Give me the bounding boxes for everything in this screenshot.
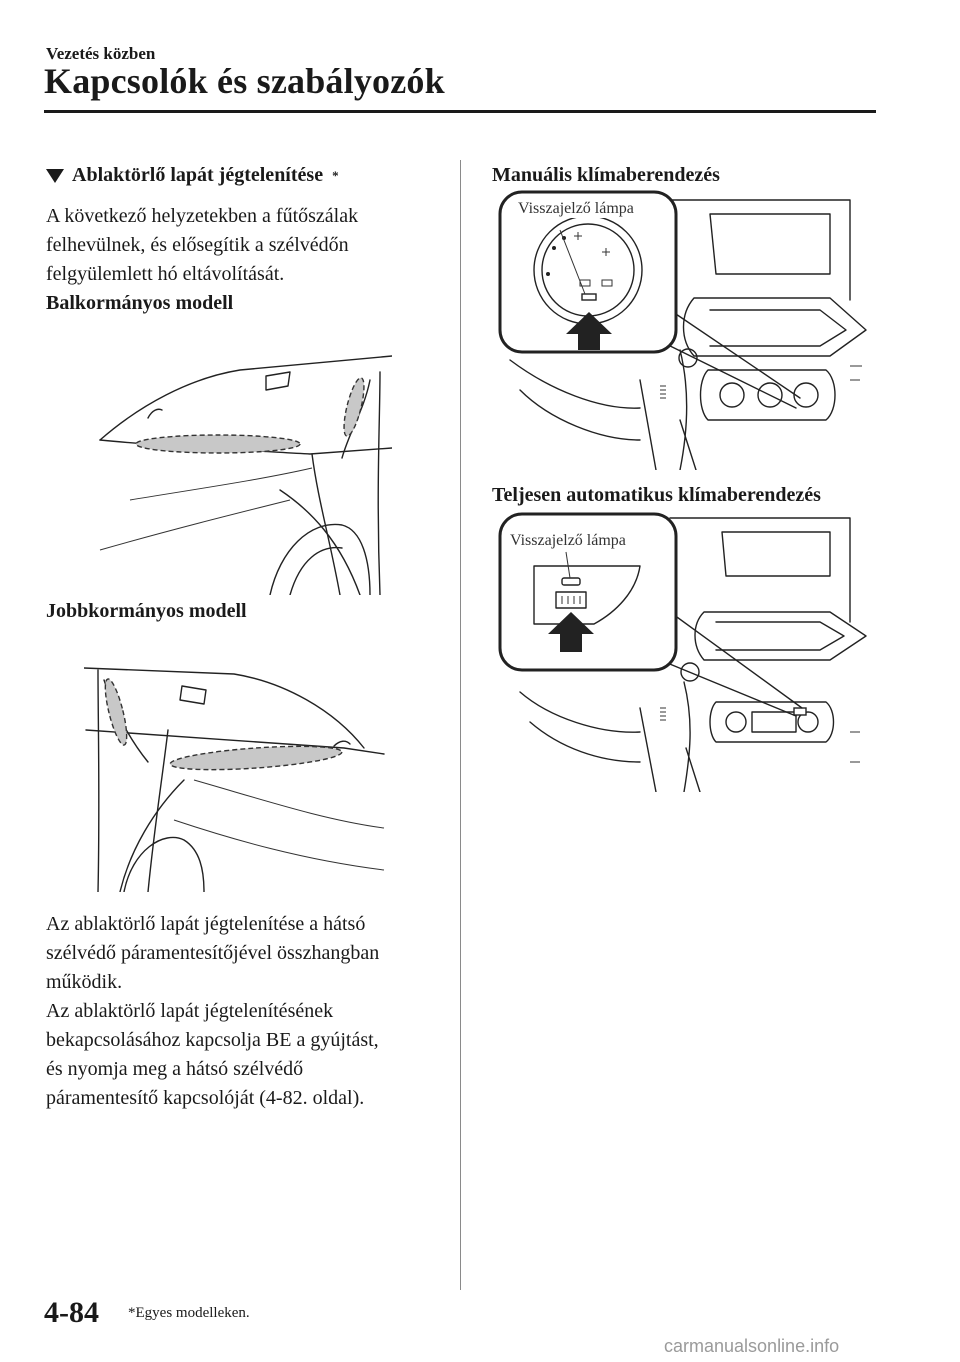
section-label: Vezetés közben (46, 44, 156, 63)
intro-line: A következő helyzetekben a fűtőszálak (46, 205, 359, 227)
page-number: 4-84 (44, 1296, 99, 1329)
column-divider (460, 160, 461, 1290)
auto-climate-label: Teljesen automatikus klímaberendezés (492, 484, 821, 506)
auto-indicator-callout: Visszajelző lámpa (510, 532, 626, 549)
section-heading (46, 164, 339, 187)
body-line: Az ablaktörlő lapát jégtelenítése a hátsó (46, 913, 366, 935)
lhd-label: Balkormányos modell (46, 292, 234, 314)
rhd-front-heated-zone (170, 742, 343, 774)
intro-line: felhevülnek, és elősegítik a szélvédőn (46, 234, 349, 256)
body-line: páramentesítő kapcsolóját (4-82. oldal). (46, 1087, 365, 1109)
page-title: Kapcsolók és szabályozók (44, 61, 445, 101)
triangle-marker-icon (46, 169, 64, 183)
title-rule (44, 110, 876, 113)
manual-climate-label: Manuális klímaberendezés (492, 164, 720, 186)
rhd-side-heated-zone (101, 677, 131, 746)
lhd-side-heated-zone (340, 376, 368, 438)
lhd-windshield-illustration (80, 350, 392, 595)
body-paragraph (46, 910, 450, 1113)
watermark: carmanualsonline.info (664, 1336, 840, 1356)
manual-climate-illustration (490, 190, 870, 470)
intro-line: felgyülemlett hó eltávolítását. (46, 263, 285, 285)
body-line: és nyomja meg a hátsó szélvédő (46, 1058, 304, 1080)
section-heading-text: Ablaktörlő lapát jégtelenítése (72, 164, 324, 186)
rhd-label: Jobbkormányos modell (46, 600, 247, 622)
manual-indicator-callout: Visszajelző lámpa (518, 200, 634, 217)
body-line: működik. (46, 971, 123, 993)
body-line: Az ablaktörlő lapát jégtelenítésének (46, 1000, 334, 1022)
auto-climate-illustration (490, 512, 870, 792)
rhd-windshield-illustration (84, 660, 396, 892)
lhd-front-heated-zone (136, 435, 300, 453)
footnote: *Egyes modelleken. (128, 1305, 250, 1321)
body-line: bekapcsolásához kapcsolja BE a gyújtást, (46, 1029, 379, 1051)
footnote-mark: * (332, 167, 339, 183)
body-line: szélvédő páramentesítőjével összhangban (46, 942, 380, 964)
intro-paragraph (46, 202, 450, 318)
